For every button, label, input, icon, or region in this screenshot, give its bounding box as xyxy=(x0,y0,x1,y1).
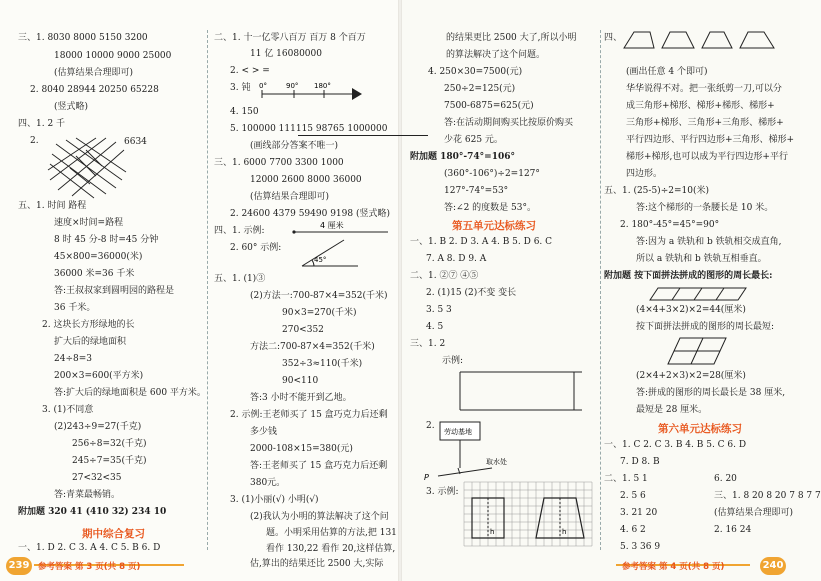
answer-line: 三、1. 8030 8000 5150 3200 xyxy=(18,33,148,43)
answer-line: (2×4+2×3)×2=28(厘米) xyxy=(636,371,746,381)
answer-line: 4. 5 xyxy=(426,322,444,332)
answer-line: (画出任意 4 个即可) xyxy=(626,67,708,77)
angle-figure xyxy=(300,240,360,270)
answer-line: 352÷3≈110(千米) xyxy=(282,359,363,369)
answer-line: 3. 钝 xyxy=(230,83,251,93)
answer-line: 18000 10000 9000 25000 xyxy=(54,51,172,61)
answer-line: 3. 21 20 xyxy=(620,508,658,518)
answer-line: 2000-108×15=380(元) xyxy=(250,444,353,454)
answer-line: 3. (1)不同意 xyxy=(42,405,94,415)
answer-line: 2. 24600 4379 59490 9198 (竖式略) xyxy=(230,209,390,219)
answer-line: 答:王叔叔家到圆明园的路程是 xyxy=(54,286,175,296)
answer-line: 2. 5 6 xyxy=(620,491,646,501)
answer-line: 答:∠2 的度数是 53°。 xyxy=(444,203,536,213)
answer-line: 答:青菜最畅销。 xyxy=(54,490,121,500)
angle-ruler-figure xyxy=(259,82,372,104)
answer-line: 256÷8=32(千克) xyxy=(72,439,147,449)
answer-line: 4. 250×30=7500(元) xyxy=(428,67,523,77)
answer-line: 380元。 xyxy=(250,478,286,488)
answer-line: 五、1. 时间 路程 xyxy=(18,201,87,211)
answer-line: 三、1. 2 xyxy=(410,339,446,349)
column-divider xyxy=(600,30,601,550)
answer-line: 二、1. 5 1 xyxy=(604,474,648,484)
answer-line: 四、 xyxy=(604,33,623,43)
answer-line: 2. (1)15 (2)不变 变长 xyxy=(426,288,517,298)
section-heading: 期中综合复习 xyxy=(82,528,145,540)
answer-line: 12000 2600 8000 36000 xyxy=(250,175,362,185)
answer-line: 二、1. ②⑦ ④⑤ xyxy=(410,271,479,281)
answer-line: 示例: xyxy=(442,356,464,366)
answer-line: 三角形+梯形、三角形+三角形、梯形+ xyxy=(626,118,784,128)
answer-line: 3. 示例: xyxy=(426,487,459,497)
answer-line: 所以 a 铁轨和 b 铁轨互相垂直。 xyxy=(636,254,767,264)
answer-line: 扩大后的绿地面积 xyxy=(54,337,127,347)
answer-line: (竖式略) xyxy=(54,102,89,112)
section-heading: 第五单元达标练习 xyxy=(452,220,536,232)
answer-line: 7500-6875=625(元) xyxy=(444,101,534,111)
answer-line: 2. xyxy=(30,136,39,146)
answer-line: 题。小明采用估算的方法,把 131 xyxy=(266,528,397,538)
answer-line: 华华说得不对。把一张纸剪一刀,可以分 xyxy=(626,84,782,94)
answer-line: 5. 100000 111115 98765 1000000 xyxy=(230,124,388,134)
answer-line: 四、1. 示例: xyxy=(214,226,265,236)
answer-line: 2. 16 24 xyxy=(714,525,752,535)
answer-line: 7. A 8. D 9. A xyxy=(426,254,487,264)
answer-line: 一、1. D 2. C 3. A 4. C 5. B 6. D xyxy=(18,543,161,553)
column-divider xyxy=(207,30,208,550)
parallelogram-long-figure xyxy=(650,286,750,302)
answer-line: 附加题 按下面拼法拼成的图形的周长最长: xyxy=(604,271,773,281)
place-label: 劳动基地 xyxy=(444,428,472,436)
answer-line: 270<352 xyxy=(282,325,324,335)
answer-line: 5. 3 36 9 xyxy=(620,542,661,552)
tick-label: 90° xyxy=(286,82,299,90)
answer-line: 方法二:700-87×4=352(千米) xyxy=(250,342,375,352)
answer-line: 最短是 28 厘米。 xyxy=(636,405,708,415)
length-label: 4 厘米 xyxy=(320,221,344,230)
answer-line: 速度×时间=路程 xyxy=(54,218,124,228)
answer-line: 附加题 320 41 (410 32) 234 10 xyxy=(18,507,167,517)
answer-line: 245÷7=35(千克) xyxy=(72,456,147,466)
answer-line: 24÷8=3 xyxy=(54,354,92,364)
answer-line: (估算结果合理即可) xyxy=(54,68,134,78)
answer-line: 4. 150 xyxy=(230,107,259,117)
answer-line: 答:王老师买了 15 盒巧克力后还剩 xyxy=(250,461,388,471)
answer-line: 2. 这块长方形绿地的长 xyxy=(42,320,135,330)
answer-line: 2. < > = xyxy=(230,66,270,76)
angle-label: 45° xyxy=(314,256,327,264)
map-figure xyxy=(420,418,570,484)
answer-line: 四、1. 2 千 xyxy=(18,119,66,129)
answer-line: (估算结果合理即可) xyxy=(714,508,794,518)
grid-figure xyxy=(464,482,592,546)
answer-line: 36 千米。 xyxy=(54,303,96,313)
height-label: h xyxy=(490,528,495,536)
answer-line: (2)243÷9=27(千克) xyxy=(54,422,142,432)
answer-line: 3. (1)小丽(√) 小明(√) xyxy=(230,495,319,505)
answer-line: 6634 xyxy=(124,137,147,147)
answer-line: 2. 示例:王老师买了 15 盒巧克力后还剩 xyxy=(230,410,388,420)
point-label: P xyxy=(424,473,429,482)
page-gutter xyxy=(398,0,402,581)
page-number: 240 xyxy=(760,557,786,575)
answer-line: 2. 60° 示例: xyxy=(230,243,282,253)
answer-line: 一、1. B 2. D 3. A 4. B 5. D 6. C xyxy=(410,237,553,247)
parallel-lines-figure xyxy=(444,368,584,418)
place-label: 取水处 xyxy=(486,458,507,466)
answer-line: 的结果更比 2500 大了,所以小明 xyxy=(446,33,577,43)
answer-line: (4×4+3×2)×2=44(厘米) xyxy=(636,305,746,315)
footer-text: 参考答案 第 4 页(共 8 页) xyxy=(622,562,725,572)
answer-line: 看作 130,22 看作 20,这样估算, xyxy=(266,544,396,554)
answer-line: 附加题 180°-74°=106° xyxy=(410,152,516,162)
answer-line: 2. 180°-45°=45°=90° xyxy=(620,220,720,230)
page-number: 239 xyxy=(6,557,32,575)
answer-line: 五、1. (1)③ xyxy=(214,274,266,284)
parallelogram-short-figure xyxy=(668,336,728,366)
tick-label: 180° xyxy=(314,82,331,90)
answer-line: 少花 625 元。 xyxy=(444,135,503,145)
answer-line: 2. xyxy=(426,421,435,431)
section-heading: 第六单元达标练习 xyxy=(658,423,742,435)
answer-line: 三、1. 6000 7700 3300 1000 xyxy=(214,158,344,168)
answer-line: 答:3 小时不能开到乙地。 xyxy=(250,393,352,403)
answer-line: 按下面拼法拼成的图形的周长最短: xyxy=(636,322,775,332)
answer-line: 3. 5 3 xyxy=(426,305,452,315)
answer-line: 多少钱 xyxy=(250,427,278,437)
answer-line: 90×3=270(千米) xyxy=(282,308,357,318)
answer-line: 一、1. C 2. C 3. B 4. B 5. C 6. D xyxy=(604,440,747,450)
answer-line: 答:因为 a 铁轨和 b 铁轨相交成直角, xyxy=(636,237,782,247)
answer-line: 答:这个梯形的一条腰长是 10 米。 xyxy=(636,203,774,213)
ray-figure xyxy=(292,222,392,236)
answer-line: 答:拼成的图形的周长最长是 38 厘米, xyxy=(636,388,786,398)
answer-line: 200×3=600(平方米) xyxy=(54,371,144,381)
answer-line: (2)方法一:700-87×4=352(千米) xyxy=(250,291,388,301)
answer-line: 250÷2=125(元) xyxy=(444,84,516,94)
answer-line: 梯形+梯形,也可以成为平行四边形+平行 xyxy=(626,152,788,162)
answer-line: 8 时 45 分-8 时=45 分钟 xyxy=(54,235,159,245)
answer-line: 答:在活动期间购买比按原价购买 xyxy=(444,118,574,128)
answer-line: 4. 6 2 xyxy=(620,525,646,535)
shapes-figure xyxy=(624,30,784,50)
answer-line: (2)我认为小明的算法解决了这个问 xyxy=(250,512,389,522)
answer-line: 三、1. 8 20 8 20 7 8 7 7 xyxy=(714,491,821,501)
answer-line: 27<32<35 xyxy=(72,473,122,483)
answer-line: 成三角形+梯形、梯形+梯形、梯形+ xyxy=(626,101,775,111)
answer-line: 45×800=36000(米) xyxy=(54,252,143,262)
underline xyxy=(298,135,428,136)
answer-line: 平行四边形、平行四边形+三角形、梯形+ xyxy=(626,135,795,145)
multiplication-grid-figure xyxy=(46,136,126,198)
answer-line: 90<110 xyxy=(282,376,319,386)
answer-line: 2. 8040 28944 20250 65228 xyxy=(30,85,159,95)
answer-line: 二、1. 十一亿零八百万 百万 8 个百万 xyxy=(214,33,366,43)
answer-line: 6. 20 xyxy=(714,474,737,484)
answer-line: 答:扩大后的绿地面积是 600 平方米。 xyxy=(54,388,206,398)
answer-line: (估算结果合理即可) xyxy=(250,192,330,202)
answer-line: 五、1. (25-5)÷2=10(米) xyxy=(604,186,709,196)
answer-line: 11 亿 16080000 xyxy=(250,49,322,59)
footer-text: 参考答案 第 3 页(共 8 页) xyxy=(38,562,141,572)
answer-line: (画线部分答案不唯一) xyxy=(250,141,339,151)
answer-line: 7. D 8. B xyxy=(620,457,660,467)
tick-label: 0° xyxy=(259,82,267,90)
answer-line: 127°-74°=53° xyxy=(444,186,509,196)
answer-line: 四边形。 xyxy=(626,169,663,179)
answer-line: 的算法解决了这个问题。 xyxy=(446,50,546,60)
height-label: h xyxy=(562,528,567,536)
answer-line: (360°-106°)÷2=127° xyxy=(444,169,540,179)
answer-line: 估,算出的结果还比 2500 大,实际 xyxy=(250,559,384,569)
answer-line: 36000 米=36 千米 xyxy=(54,269,135,279)
